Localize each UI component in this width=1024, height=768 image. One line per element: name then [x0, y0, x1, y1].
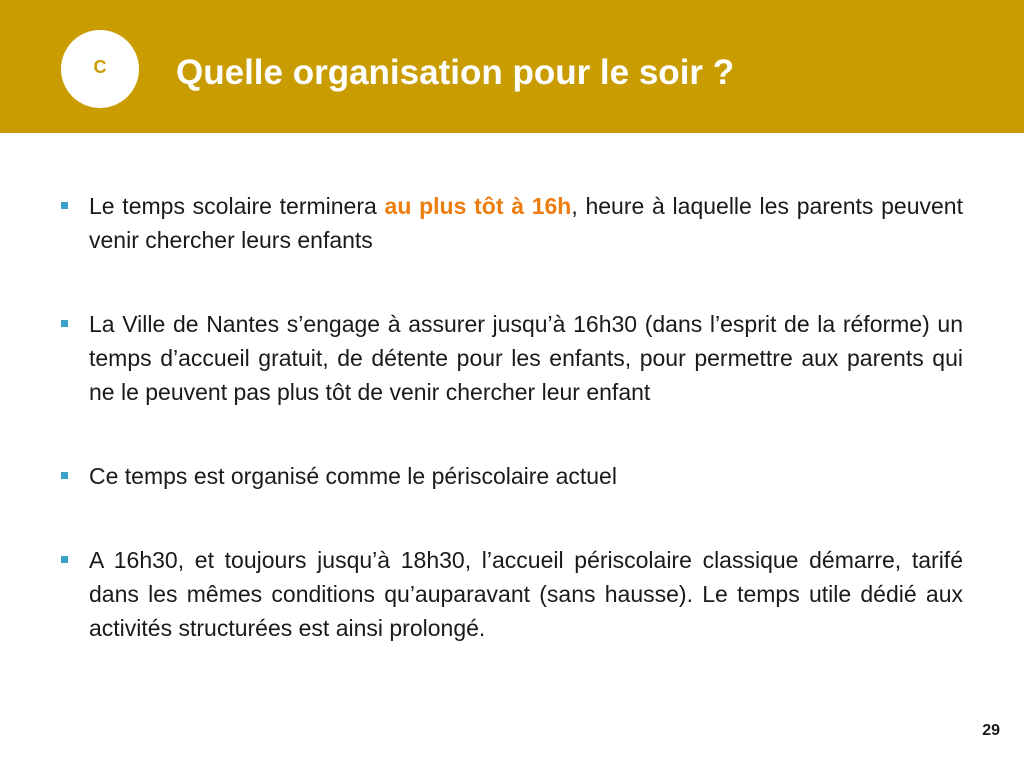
square-bullet-icon [61, 556, 68, 563]
square-bullet-icon [61, 202, 68, 209]
bullet-list [58, 189, 963, 645]
bullet-text: A 16h30, et toujours jusqu’à 18h30, l’accueil périscolaire classique démarre, tarifé dans les mêmes conditions qu’auparavant (sans hausse). Le temps utile dédié aux activités structurées est ainsi prolongé. [89, 547, 963, 641]
section-letter: C [93, 57, 107, 77]
page-number: 29 [982, 722, 1000, 739]
bullet-item [58, 307, 963, 409]
bullet-text-after: , heure à laquelle les parents peuvent venir chercher leurs enfants [89, 193, 963, 253]
bullet-item [58, 189, 963, 257]
bullet-item [58, 543, 963, 645]
section-badge [61, 30, 139, 108]
square-bullet-icon [61, 320, 68, 327]
slide-title: Quelle organisation pour le soir ? [176, 53, 735, 92]
square-bullet-icon [61, 472, 68, 479]
bullet-text-before: Le temps scolaire terminera [89, 193, 385, 219]
header-band [0, 0, 1024, 133]
bullet-text: La Ville de Nantes s’engage à assurer jusqu’à 16h30 (dans l’esprit de la réforme) un temps d’accueil gratuit, de détente pour les enfants, pour permettre aux parents qui ne le peuvent pas plus tôt de venir chercher leur enfant [89, 311, 963, 405]
bullet-emphasis: au plus tôt à 16h [384, 193, 572, 219]
bullet-text: Ce temps est organisé comme le périscolaire actuel [89, 463, 617, 489]
bullet-item [58, 459, 963, 493]
